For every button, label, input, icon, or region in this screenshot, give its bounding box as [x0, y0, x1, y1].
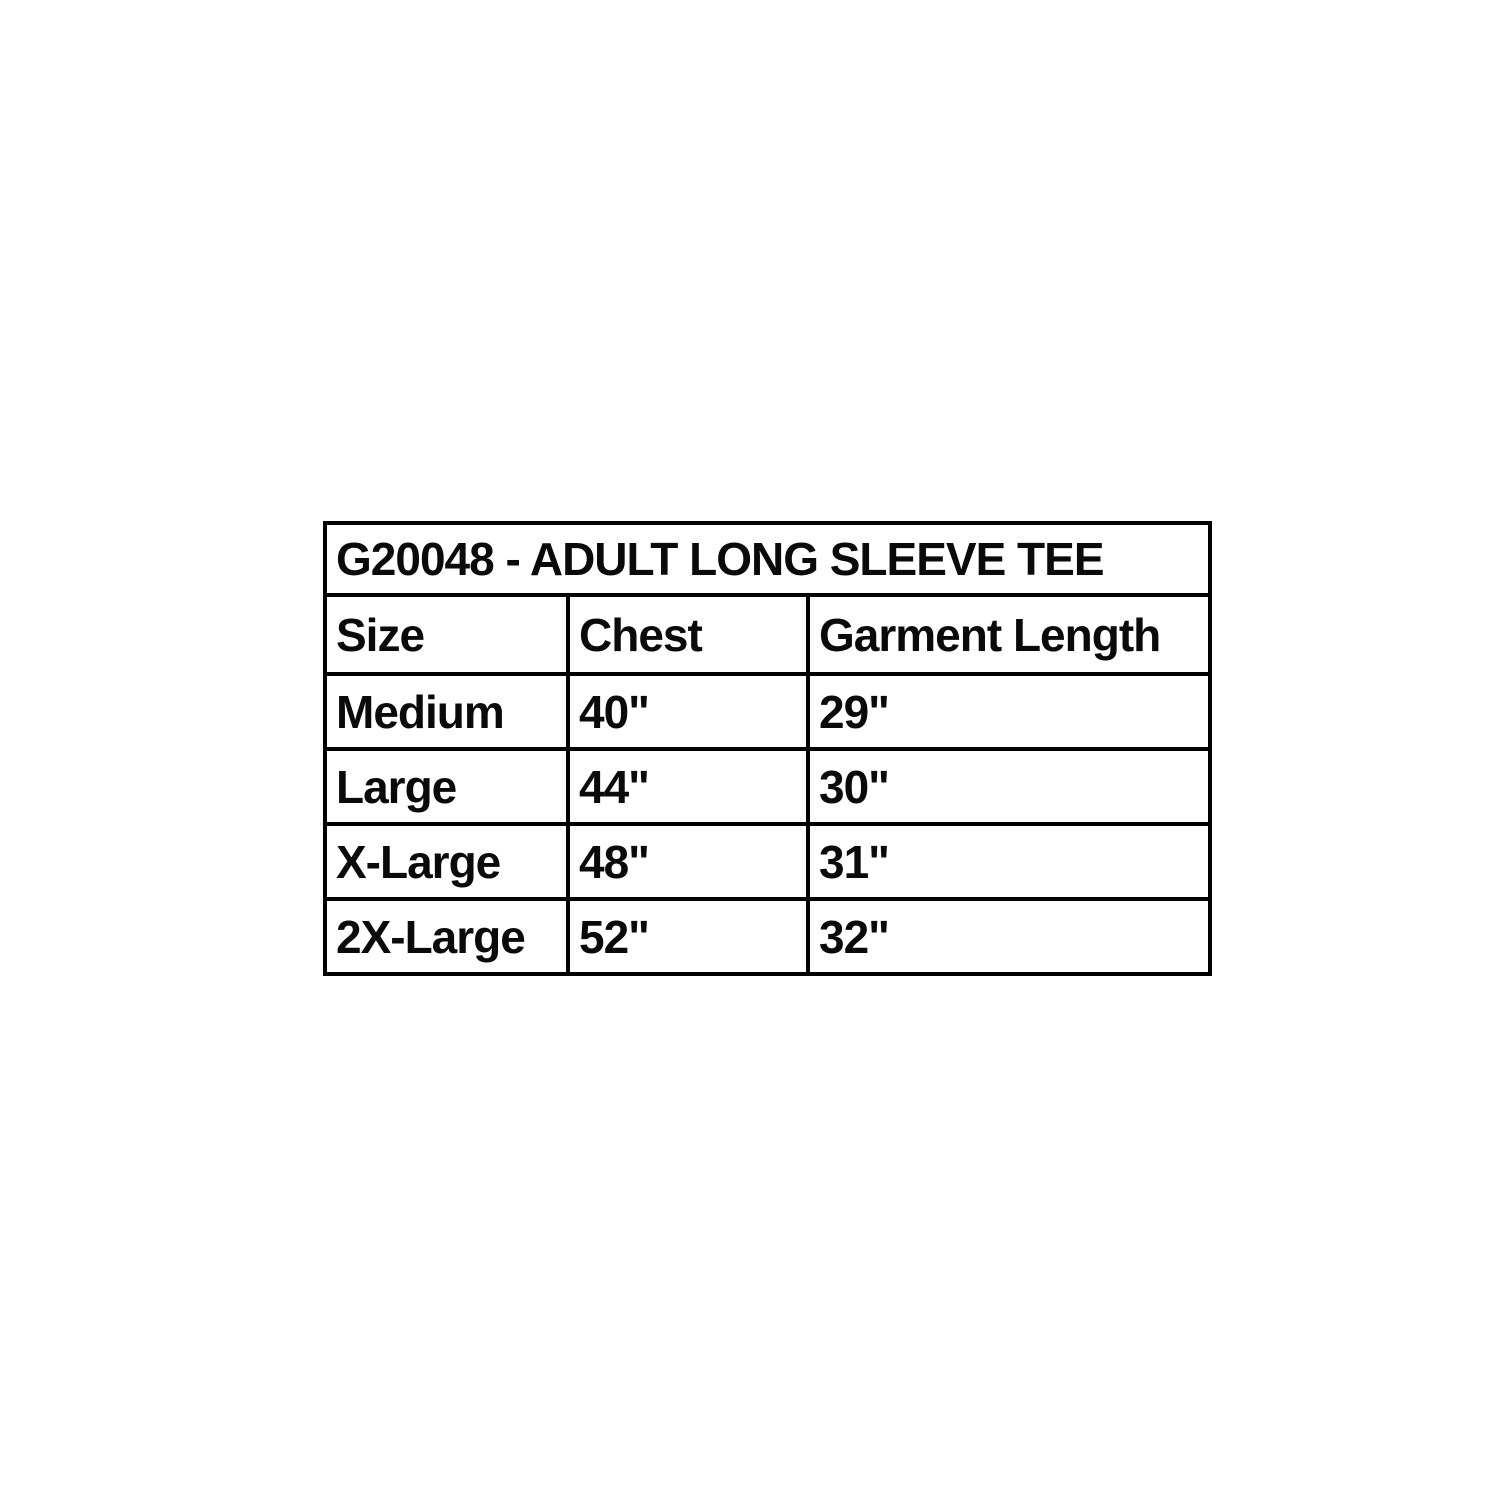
- cell-chest: 52": [568, 899, 808, 974]
- cell-size: 2X-Large: [325, 899, 568, 974]
- cell-size: X-Large: [325, 824, 568, 899]
- column-header-garment-length: Garment Length: [808, 595, 1210, 674]
- table-header-row: [325, 595, 1210, 674]
- column-header-size: Size: [325, 595, 568, 674]
- table-row-large: [325, 749, 1210, 824]
- table-row-2x-large: [325, 899, 1210, 974]
- table-title-row: [325, 523, 1210, 595]
- cell-chest: 48": [568, 824, 808, 899]
- cell-size: Large: [325, 749, 568, 824]
- table-row-medium: [325, 674, 1210, 749]
- cell-garment-length: 30": [808, 749, 1210, 824]
- cell-chest: 40": [568, 674, 808, 749]
- cell-size: Medium: [325, 674, 568, 749]
- table-row-x-large: [325, 824, 1210, 899]
- size-chart-table: [323, 521, 1212, 976]
- column-header-chest: Chest: [568, 595, 808, 674]
- cell-chest: 44": [568, 749, 808, 824]
- cell-garment-length: 31": [808, 824, 1210, 899]
- cell-garment-length: 32": [808, 899, 1210, 974]
- cell-garment-length: 29": [808, 674, 1210, 749]
- table-title: G20048 - ADULT LONG SLEEVE TEE: [325, 523, 1210, 595]
